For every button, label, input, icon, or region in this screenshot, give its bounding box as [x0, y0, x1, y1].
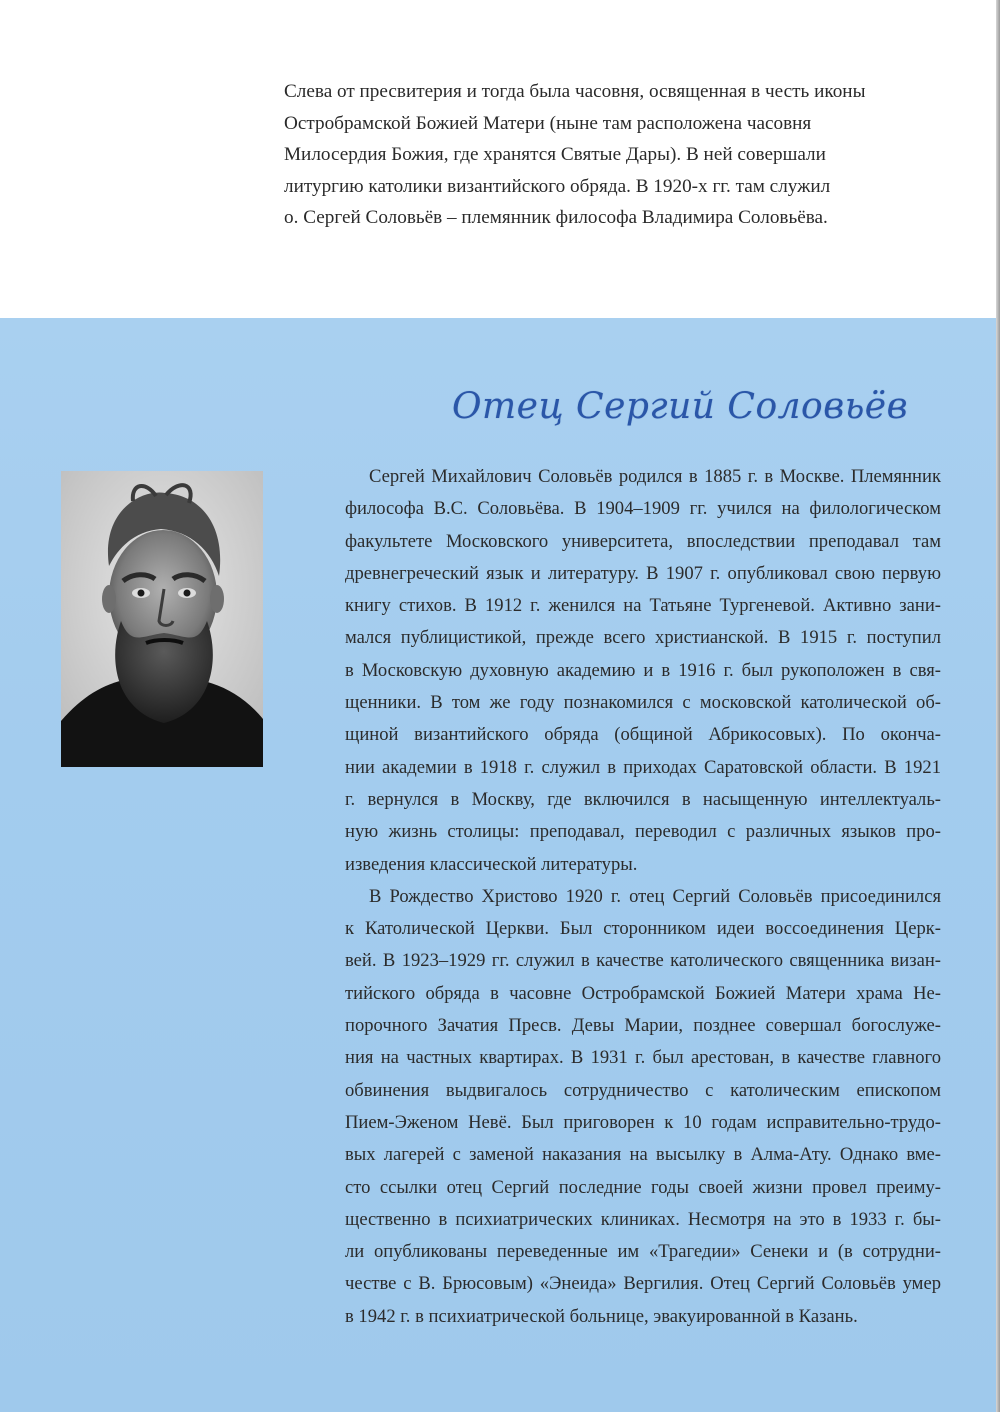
intro-line: Слева от пресвитерия и тогда была часовня, освященная в честь иконы	[284, 81, 866, 102]
bio-line: г. вернулся в Москву, где включился в насыщенную интеллектуаль-	[345, 788, 941, 810]
bio-line: В Рождество Христово 1920 г. отец Сергий Соловьёв присоединился	[369, 885, 941, 907]
bio-line: порочного Зачатия Пресв. Девы Марии, позднее совершал богослуже-	[345, 1015, 941, 1037]
bio-line: щиной византийского обряда (общиной Абрикосовых). По оконча-	[345, 724, 941, 746]
biography-heading: Отец Сергий Соловьёв	[452, 386, 909, 427]
bio-line: честве с В. Брюсовым) «Энеида» Вергилия. Отец Сергий Соловьёв умер	[345, 1273, 941, 1295]
bio-line: сто ссылки отец Сергий последние годы своей жизни провел преиму-	[345, 1176, 941, 1198]
portrait-photo-icon	[61, 471, 263, 767]
intro-line: Остробрамской Божией Матери (ныне там расположена часовня	[284, 112, 812, 134]
bio-line: тийского обряда в часовне Остробрамской Божией Матери храма Не-	[345, 982, 941, 1004]
bio-line: к Католической Церкви. Был сторонником идеи воссоединения Церк-	[345, 918, 941, 940]
bio-line: философа В.С. Соловьёва. В 1904–1909 гг. учился на филологическом	[345, 498, 941, 520]
bio-line: ния на частных квартирах. В 1931 г. был арестован, в качестве главного	[345, 1047, 941, 1069]
bio-line: вей. В 1923–1929 гг. служил в качестве католического священника визан-	[345, 950, 941, 972]
bio-line: щественно в психиатрических клиниках. Несмотря на это в 1933 г. бы-	[345, 1208, 941, 1230]
bio-line: Пием-Эженом Невё. Был приговорен к 10 годам исправительно-трудо-	[345, 1111, 941, 1133]
bio-line: в Московскую духовную академию и в 1916 г. был рукоположен в свя-	[345, 659, 941, 681]
intro-paragraph	[284, 76, 954, 234]
intro-line: литургию католики византийского обряда. В 1920-х гг. там служил	[284, 175, 831, 197]
bio-line: нии академии в 1918 г. служил в приходах Саратовской области. В 1921	[345, 756, 941, 778]
biography-text	[345, 461, 941, 1333]
portrait-photo	[61, 471, 263, 767]
intro-line: о. Сергей Соловьёв – племянник философа Владимира Соловьёва.	[284, 207, 828, 228]
bio-line: книгу стихов. В 1912 г. женился на Татьяне Тургеневой. Активно зани-	[345, 595, 941, 617]
bio-line: вых лагерей с заменой наказания на высылку в Алма-Ату. Однако вме-	[345, 1144, 941, 1166]
bio-line: ли опубликованы переведенные им «Трагедии» Сенеки и (в сотрудни-	[345, 1241, 941, 1263]
bio-line: факультете Московского университета, впоследствии преподавал там	[345, 530, 941, 552]
bio-line: щенники. В том же году познакомился с московской католической об-	[345, 692, 941, 714]
bio-line: в 1942 г. в психиатрической больнице, эвакуированной в Казань.	[345, 1305, 858, 1327]
bio-line: древнегреческий язык и литературу. В 1907 г. опубликовал свою первую	[345, 562, 941, 584]
bio-line: Сергей Михайлович Соловьёв родился в 1885 г. в Москве. Племянник	[369, 466, 941, 487]
intro-line: Милосердия Божия, где хранятся Святые Дары). В ней совершали	[284, 144, 826, 165]
bio-line: обвинения выдвигалось сотрудничество с католическим епископом	[345, 1079, 941, 1101]
bio-line: ную жизнь столицы: преподавал, переводил с различных языков про-	[345, 821, 941, 843]
page-edge-shadow	[996, 0, 1000, 1412]
bio-line: изведения классической литературы.	[345, 853, 638, 875]
bio-line: мался публицистикой, прежде всего христианской. В 1915 г. поступил	[345, 627, 941, 649]
